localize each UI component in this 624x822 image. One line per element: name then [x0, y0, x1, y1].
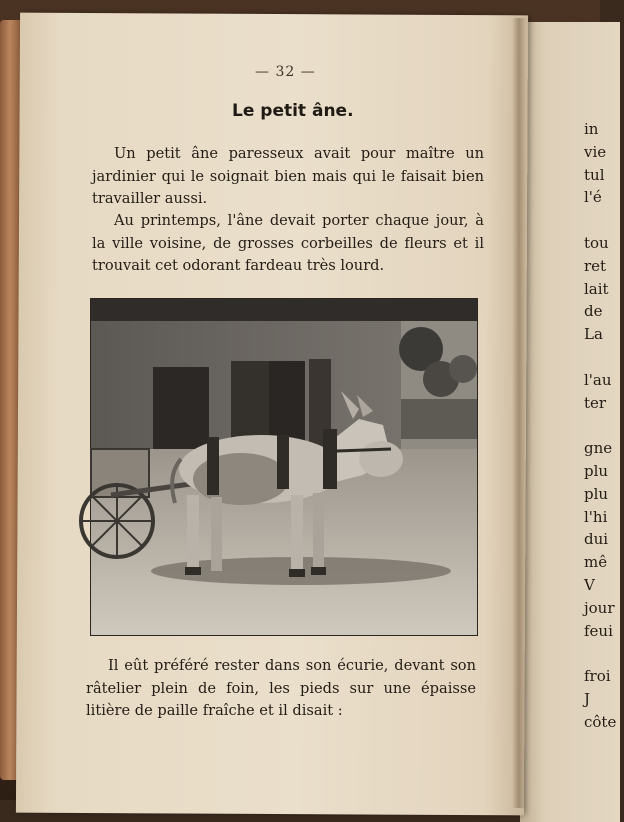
- paragraph-1: Un petit âne paresseux avait pour maître un jardinier qui le soignait bien mais qui le faisait bien travailler aussi.: [92, 145, 484, 208]
- facing-fragment: jour: [584, 598, 615, 617]
- facing-fragment: froi: [584, 667, 611, 686]
- facing-fragment: ret: [584, 256, 607, 275]
- facing-fragment: feui: [584, 621, 613, 640]
- paragraph-2: Au printemps, l'âne devait porter chaque jour, à la ville voisine, de grosses corbeilles de fleurs et il trouvait cet odorant fardeau très lourd.: [92, 212, 484, 275]
- facing-fragment: lait: [584, 279, 609, 298]
- facing-fragment: ter: [584, 393, 607, 412]
- facing-fragment: l'au: [584, 370, 612, 389]
- facing-fragment: tou: [584, 233, 609, 252]
- paragraph-3: Il eût préféré rester dans son écurie, devant son râtelier plein de foin, les pieds sur une épaisse litière de paille fraîche et il disait :: [86, 657, 476, 720]
- facing-fragment: l'é: [584, 188, 602, 207]
- facing-fragment: de: [584, 302, 603, 321]
- facing-fragment: in: [584, 120, 599, 138]
- facing-fragment: côte: [584, 712, 617, 731]
- chapter-title: Le petit âne.: [232, 101, 354, 121]
- facing-fragment: vie: [584, 142, 607, 161]
- facing-fragment: gne: [584, 439, 613, 458]
- facing-fragment: [584, 642, 624, 665]
- facing-fragment: plu: [584, 484, 609, 503]
- facing-fragment: plu: [584, 461, 609, 480]
- facing-fragment: dui: [584, 530, 609, 549]
- facing-page-text: [584, 118, 624, 734]
- donkey-cart-illustration: [90, 298, 478, 636]
- book-gutter: [512, 18, 526, 808]
- facing-fragment: J: [584, 689, 591, 708]
- facing-fragment: l'hi: [584, 507, 608, 526]
- facing-fragment: [584, 414, 624, 437]
- page-number: — 32 —: [255, 64, 316, 80]
- facing-fragment: [584, 209, 624, 232]
- facing-fragment: tul: [584, 165, 605, 184]
- facing-fragment: La: [584, 325, 603, 344]
- facing-fragment: [584, 346, 624, 369]
- facing-fragment: mê: [584, 553, 608, 572]
- facing-fragment: V: [584, 575, 595, 594]
